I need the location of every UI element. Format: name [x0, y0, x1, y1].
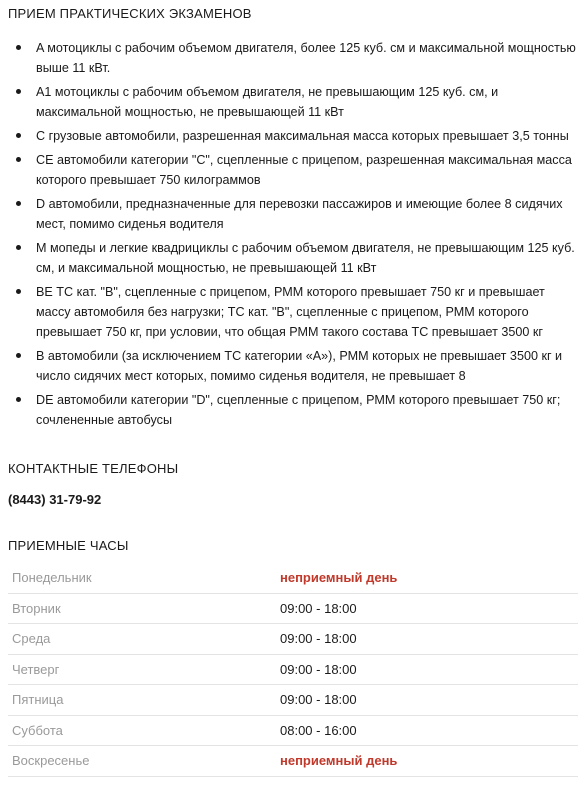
bullet-icon	[16, 89, 21, 94]
exam-category-list	[8, 38, 578, 430]
hours-value: 09:00 - 18:00	[280, 654, 578, 685]
list-item-text: C грузовые автомобили, разрешенная максимальная масса которых превышает 3,5 тонны	[36, 129, 569, 143]
table-row	[8, 563, 578, 593]
hours-table	[8, 563, 578, 777]
bullet-icon	[16, 201, 21, 206]
hours-value: 09:00 - 18:00	[280, 685, 578, 716]
list-item-text: BE ТС кат. "B", сцепленные с прицепом, РММ которого превышает 750 кг и превышает массу автомобиля без нагрузки; ТС кат. "B", сцепленные с прицепом, РММ которого превышает 750 кг, при условии, что общая РММ такого состава ТС превышает 3500 кг	[36, 285, 545, 339]
list-item	[36, 282, 578, 342]
list-item-text: A мотоциклы с рабочим объемом двигателя, более 125 куб. см и максимальной мощностью выше 11 кВт.	[36, 41, 576, 75]
day-label: Вторник	[8, 593, 280, 624]
hours-value: неприемный день	[280, 563, 578, 593]
list-item	[36, 126, 578, 146]
list-item	[36, 82, 578, 122]
bullet-icon	[16, 289, 21, 294]
day-label: Среда	[8, 624, 280, 655]
list-item	[36, 238, 578, 278]
bullet-icon	[16, 45, 21, 50]
list-item-text: A1 мотоциклы с рабочим объемом двигателя, не превышающим 125 куб. см, и максимальной мощностью, не превышающей 11 кВт	[36, 85, 499, 119]
list-item-text: M мопеды и легкие квадрициклы с рабочим объемом двигателя, не превышающим 125 куб. см, и максимальной мощностью, не превышающей 11 кВт	[36, 241, 575, 275]
table-row	[8, 624, 578, 655]
hours-value: 09:00 - 18:00	[280, 624, 578, 655]
table-row	[8, 746, 578, 777]
list-item-text: B автомобили (за исключением ТС категории «А»), РММ которых не превышает 3500 кг и число сидячих мест которых, помимо сиденья водителя, не превышает 8	[36, 349, 563, 383]
table-row	[8, 654, 578, 685]
list-item	[36, 150, 578, 190]
hours-value: 09:00 - 18:00	[280, 593, 578, 624]
list-item-text: DE автомобили категории "D", сцепленные с прицепом, РММ которого превышает 750 кг; сочлененные автобусы	[36, 393, 561, 427]
table-row	[8, 715, 578, 746]
phone-number: (8443) 31-79-92	[8, 492, 102, 507]
day-label: Воскресенье	[8, 746, 280, 777]
hours-value: неприемный день	[280, 746, 578, 777]
day-label: Суббота	[8, 715, 280, 746]
hours-value: 08:00 - 16:00	[280, 715, 578, 746]
bullet-icon	[16, 133, 21, 138]
list-item	[36, 194, 578, 234]
bullet-icon	[16, 157, 21, 162]
bullet-icon	[16, 397, 21, 402]
day-label: Пятница	[8, 685, 280, 716]
table-row	[8, 593, 578, 624]
bullet-icon	[16, 245, 21, 250]
day-label: Понедельник	[8, 563, 280, 593]
list-item-text: CE автомобили категории "С", сцепленные с прицепом, разрешенная максимальная масса которого превышает 750 килограммов	[36, 153, 572, 187]
exams-title: ПРИЕМ ПРАКТИЧЕСКИХ ЭКЗАМЕНОВ	[8, 6, 252, 21]
list-item-text: D автомобили, предназначенные для перевозки пассажиров и имеющие более 8 сидячих мест, помимо сиденья водителя	[36, 197, 563, 231]
bullet-icon	[16, 353, 21, 358]
contacts-title: КОНТАКТНЫЕ ТЕЛЕФОНЫ	[8, 461, 179, 476]
list-item	[36, 346, 578, 386]
list-item	[36, 390, 578, 430]
list-item	[36, 38, 578, 78]
hours-title: ПРИЕМНЫЕ ЧАСЫ	[8, 538, 129, 553]
table-row	[8, 685, 578, 716]
day-label: Четверг	[8, 654, 280, 685]
